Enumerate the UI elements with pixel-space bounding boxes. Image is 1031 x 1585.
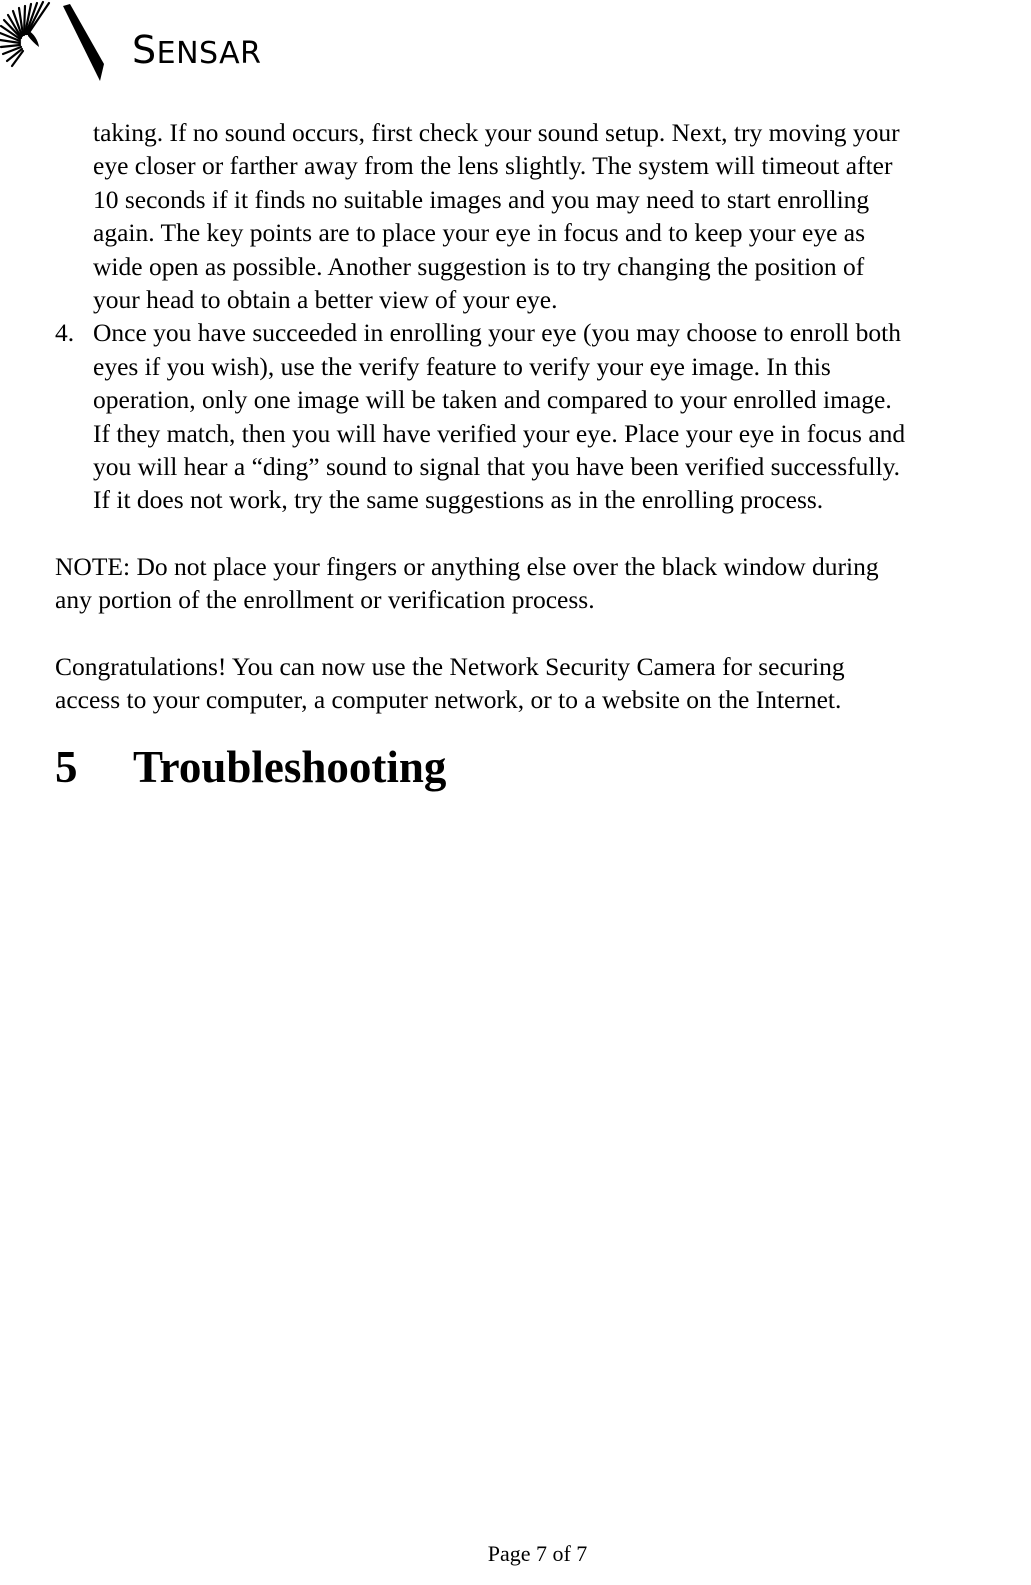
document-body [55, 116, 1031, 797]
sensar-logo-icon [0, 0, 112, 88]
page-header [0, 0, 300, 90]
page-footer: Page 7 of 7 [487, 1541, 588, 1566]
sensar-logo-text: SENSAR [132, 28, 262, 72]
continued-paragraph: taking. If no sound occurs, first check your sound setup. Next, try moving your eye closer or farther away from the lens slightly. The system will timeout after 10 seconds if it finds no suitable images and you may need to start enrolling again. The key points are to place your eye in focus and to keep your eye as wide open as possible. Another suggestion is to try changing the position of your head to obtain a better view of your eye. [93, 118, 900, 315]
list-item-text: Once you have succeeded in enrolling your eye (you may choose to enroll both eyes if you wish), use the verify feature to verify your eye image. In this operation, only one image will be taken and compared to your enrolled image. If they match, then you will have verified your eye. Place your eye in focus and you will hear a “ding” sound to signal that you have been verified successfully. If it does not work, try the same suggestions as in the enrolling process. [93, 318, 906, 515]
section-title: Troubleshooting [133, 741, 447, 792]
section-number: 5 [55, 741, 78, 792]
list-item-number: 4. [55, 318, 75, 348]
section-heading [55, 737, 1031, 797]
list-item [55, 316, 1031, 516]
congratulations-paragraph: Congratulations! You can now use the Network Security Camera for securing access to your computer, a computer network, or to a website on the Internet. [55, 651, 845, 715]
note-paragraph: NOTE: Do not place your fingers or anything else over the black window during any portion of the enrollment or verification process. [55, 551, 879, 615]
